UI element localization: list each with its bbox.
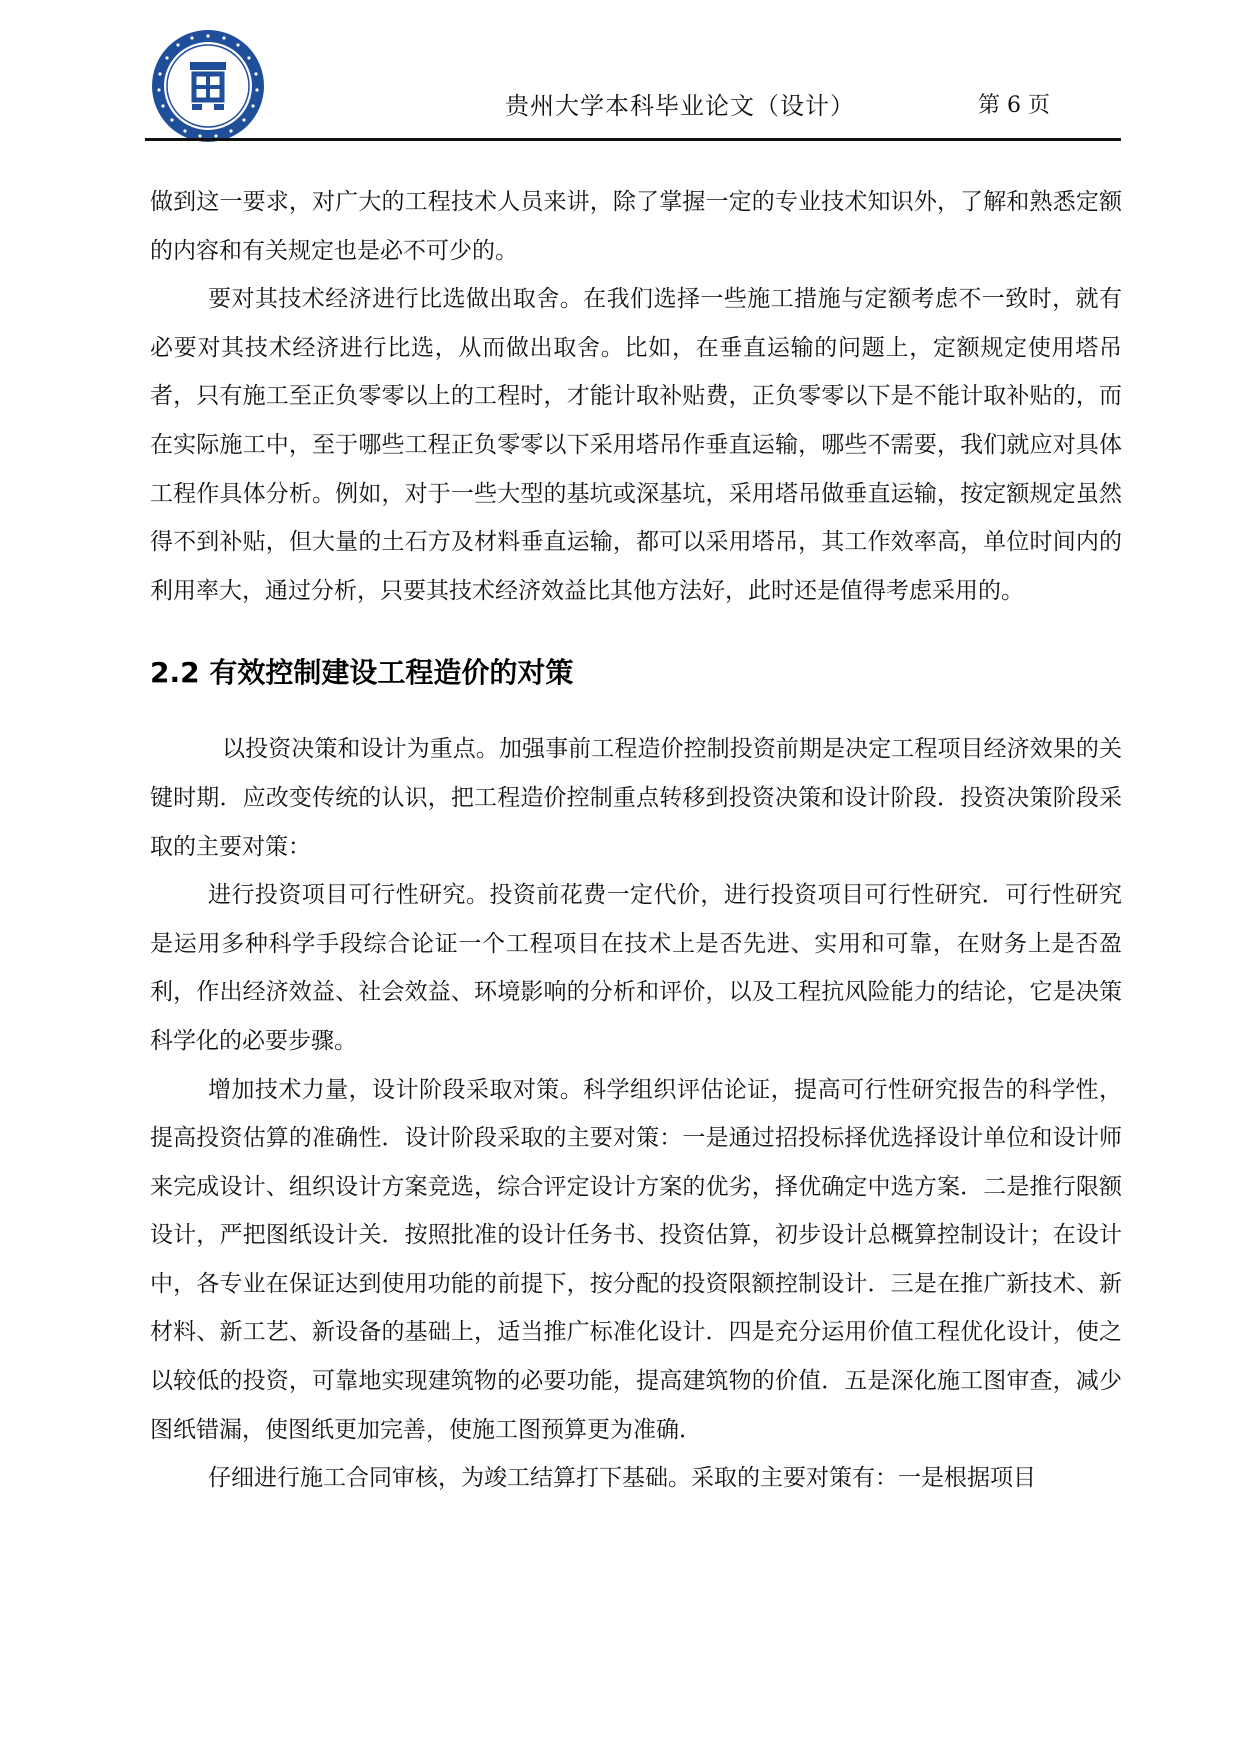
paragraph-design-stage: 增加技术力量，设计阶段采取对策。科学组织评估论证，提高可行性研究报告的科学性，提高投资估算的准确性．设计阶段采取的主要对策：一是通过招投标择优选择设计单位和设计师来完成设计、组织设计方案竞选，综合评定设计方案的优劣，择优确定中选方案．二是推行限额设计，严把图纸设计关．按照批准的设计任务书、投资估算，初步设计总概算控制设计；在设计中，各专业在保证达到使用功能的前提下，按分配的投资限额控制设计．三是在推广新技术、新材料、新工艺、新设备的基础上，适当推广标准化设计．四是充分运用价值工程优化设计，使之以较低的投资，可靠地实现建筑物的必要功能，提高建筑物的价值．五是深化施工图审查，减少图纸错漏，使图纸更加完善，使施工图预算更为准确． (150, 1076, 1122, 1443)
paragraph-tech-economic-comparison: 要对其技术经济进行比选做出取舍。在我们选择一些施工措施与定额考虑不一致时，就有必要对其技术经济进行比选，从而做出取舍。比如，在垂直运输的问题上，定额规定使用塔吊者，只有施工至正负零零以上的工程时，才能计取补贴费，正负零零以下是不能计取补贴的，而在实际施工中，至于哪些工程正负零零以下采用塔吊作垂直运输，哪些不需要，我们就应对具体工程作具体分析。例如，对于一些大型的基坑或深基坑，采用塔吊做垂直运输，按定额规定虽然得不到补贴，但大量的土石方及材料垂直运输，都可以采用塔吊，其工作效率高，单位时间内的利用率大，通过分析，只要其技术经济效益比其他方法好，此时还是值得考虑采用的。 (150, 286, 1122, 604)
section-heading: 2.2 有效控制建设工程造价的对策 (150, 656, 574, 690)
document-body (150, 178, 1122, 1503)
header-title: 贵州大学本科毕业论文（设计） (505, 92, 855, 120)
page-number: 第 6 页 (978, 93, 1050, 118)
paragraph-feasibility-study: 进行投资项目可行性研究。投资前花费一定代价，进行投资项目可行性研究．可行性研究是运用多种科学手段综合论证一个工程项目在技术上是否先进、实用和可靠，在财务上是否盈利，作出经济效益、社会效益、环境影响的分析和评价，以及工程抗风险能力的结论，它是决策科学化的必要步骤。 (150, 882, 1122, 1054)
paragraph-continuation: 做到这一要求，对广大的工程技术人员来讲，除了掌握一定的专业技术知识外，了解和熟悉定额的内容和有关规定也是必不可少的。 (150, 189, 1122, 264)
university-seal-icon (150, 28, 266, 144)
header-divider (145, 138, 1121, 141)
paragraph-contract-review: 仔细进行施工合同审核，为竣工结算打下基础。采取的主要对策有：一是根据项目 (208, 1465, 1036, 1492)
paragraph-investment-decision: 以投资决策和设计为重点。加强事前工程造价控制投资前期是决定工程项目经济效果的关键时期．应改变传统的认识，把工程造价控制重点转移到投资决策和设计阶段．投资决策阶段采取的主要对策： (150, 736, 1122, 860)
